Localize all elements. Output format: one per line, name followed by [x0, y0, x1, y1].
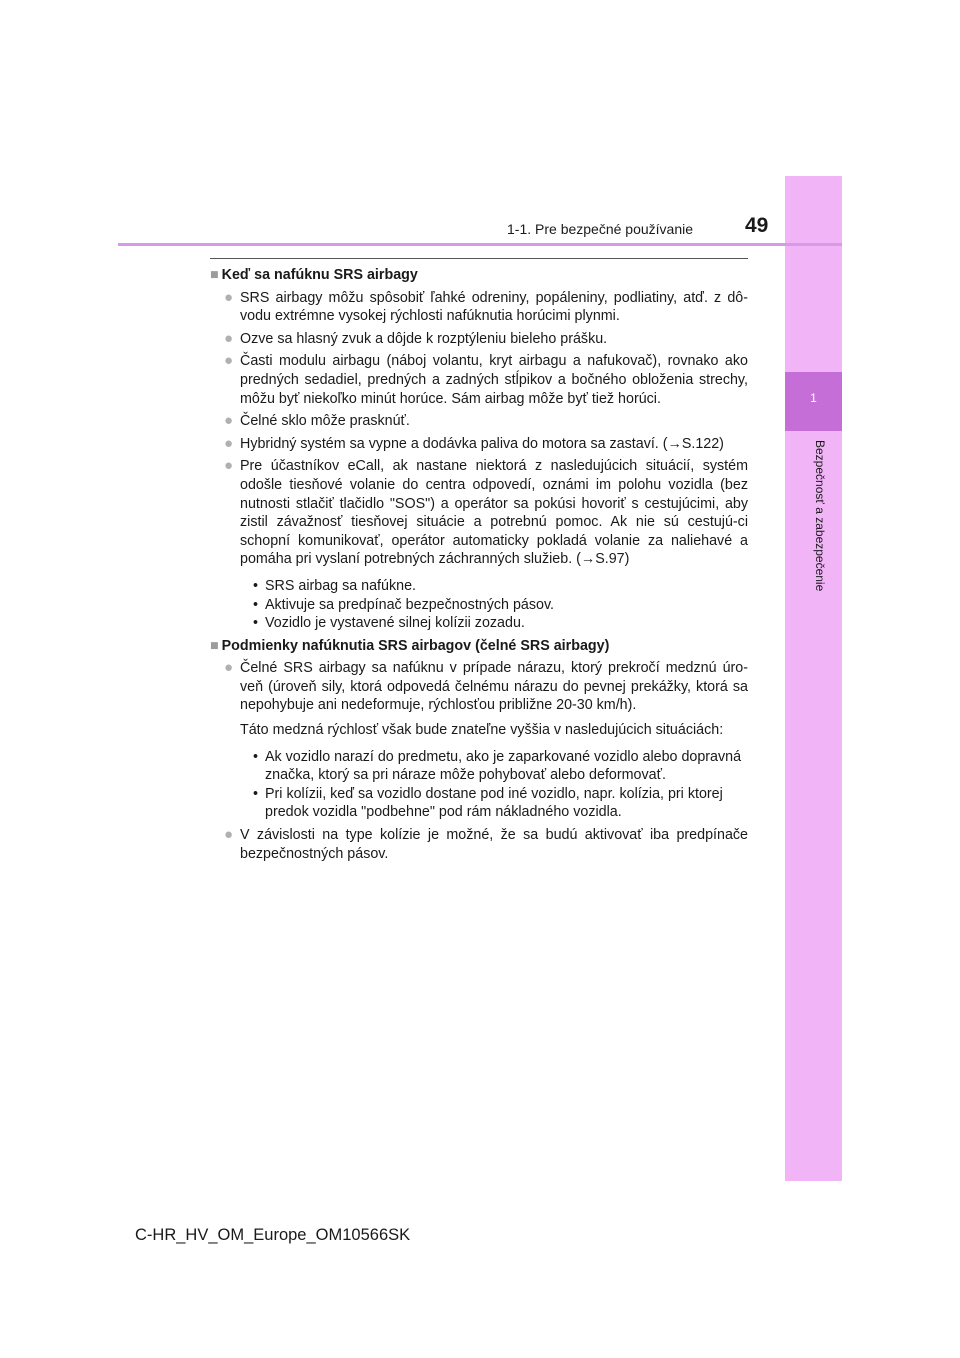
circle-bullet-icon: ● [224, 659, 234, 677]
circle-bullet-icon: ● [224, 826, 234, 844]
heading-airbags-inflate: ■ Keď sa nafúknu SRS airbagy [210, 267, 418, 283]
circle-bullet-icon: ● [224, 434, 234, 452]
paragraph-note: Táto medzná rýchlosť však bude znateľne vyššia v nasledujúcich situáciách: [240, 722, 724, 739]
list-item: ● Pre účastníkov eCall, ak nastane niektorá z nasledujúcich situácií, systém odošle tiesňové volanie do centra odpovedí, oznámi im polohu vozidla (bez nutnosti stlačiť tlačidlo "SOS") a operátor sa pokúsi hovoriť s cestujúcimi, aby zistil závažnosť tiesňovej situácie a potrebnú pomoc. Ak nie sú cestujú-ci schopní komunikovať, operátor automaticky pokladá volanie za naliehavé a pomáha pri vyslaní potrebných záchranných služieb. (→S.97) [210, 457, 748, 569]
circle-bullet-icon: ● [224, 412, 234, 430]
content-top-rule [210, 258, 748, 259]
circle-bullet-icon: ● [224, 352, 234, 370]
page-number: 49 [745, 214, 769, 237]
chapter-number: 1 [810, 391, 817, 405]
chapter-title-text: Bezpečnosť a zabezpečenie [813, 440, 827, 592]
section-title: 1-1. Pre bezpečné používanie [507, 221, 694, 237]
sublist-item: • Vozidlo je vystavené silnej kolízii zozadu. [253, 615, 525, 632]
list-item: ● Časti modulu airbagu (náboj volantu, kryt airbagu a nafukovač), rovnako ako predných sedadiel, predných a zadných stĺpikov a bočného obloženia strechy, môžu byť niekoľko minút horúce. Sám airbag môže byť tiež horúci. [210, 352, 748, 408]
chapter-title [785, 440, 842, 630]
sublist-item: • Aktivuje sa predpínač bezpečnostných pásov. [253, 596, 555, 613]
square-bullet-icon: ■ [210, 637, 219, 654]
sublist-item: • Pri kolízii, keď sa vozidlo dostane pod iné vozidlo, napr. kolízia, pri ktorej predok vozidla "podbehne" pod rám nákladného vozidla. [253, 785, 723, 821]
circle-bullet-icon: ● [224, 457, 234, 475]
circle-bullet-icon: ● [224, 288, 234, 306]
circle-bullet-icon: ● [224, 329, 234, 347]
list-item: ● Ozve sa hlasný zvuk a dôjde k rozptýleniu bieleho prášku. [210, 330, 748, 349]
sublist-item: • SRS airbag sa nafúkne. [253, 577, 417, 594]
header-rule [118, 243, 842, 246]
heading-inflation-conditions: ■ Podmienky nafúknutia SRS airbagov (čelné SRS airbagy) [210, 637, 610, 654]
square-bullet-icon: ■ [210, 267, 219, 283]
chapter-side-tab [785, 176, 842, 1181]
page-content [210, 266, 748, 867]
list-item: ● Čelné SRS airbagy sa nafúknu v prípade nárazu, ktorý prekročí medznú úro-veň (úroveň sily, ktorá odpovedá čelnému nárazu do pevnej prekážky, ktorá sa nepohybuje ani nedeformuje, rýchlosťou približne 20-30 km/h). [210, 659, 748, 715]
sublist-ecall [210, 577, 748, 633]
list-item: ● Čelné sklo môže prasknúť. [210, 412, 748, 431]
sublist-threshold [210, 748, 748, 822]
footer-doc-code: C-HR_HV_OM_Europe_OM10566SK [135, 1226, 411, 1244]
list-item: ● V závislosti na type kolízie je možné, že sa budú aktivovať iba predpínače bezpečnostných pásov. [210, 826, 748, 863]
list-item: ● Hybridný systém sa vypne a dodávka paliva do motora sa zastaví. (→S.122) [210, 435, 748, 454]
sublist-item: • Ak vozidlo narazí do predmetu, ako je zaparkované vozidlo alebo dopravná značka, ktorý sa pri náraze môže pohybovať alebo deformovať. [253, 748, 742, 784]
list-item: ● SRS airbagy môžu spôsobiť ľahké odreniny, popáleniny, podliatiny, atď. z dô-vodu extrémne vysokej rýchlosti nafúknutia horúcimi plynmi. [210, 289, 748, 326]
